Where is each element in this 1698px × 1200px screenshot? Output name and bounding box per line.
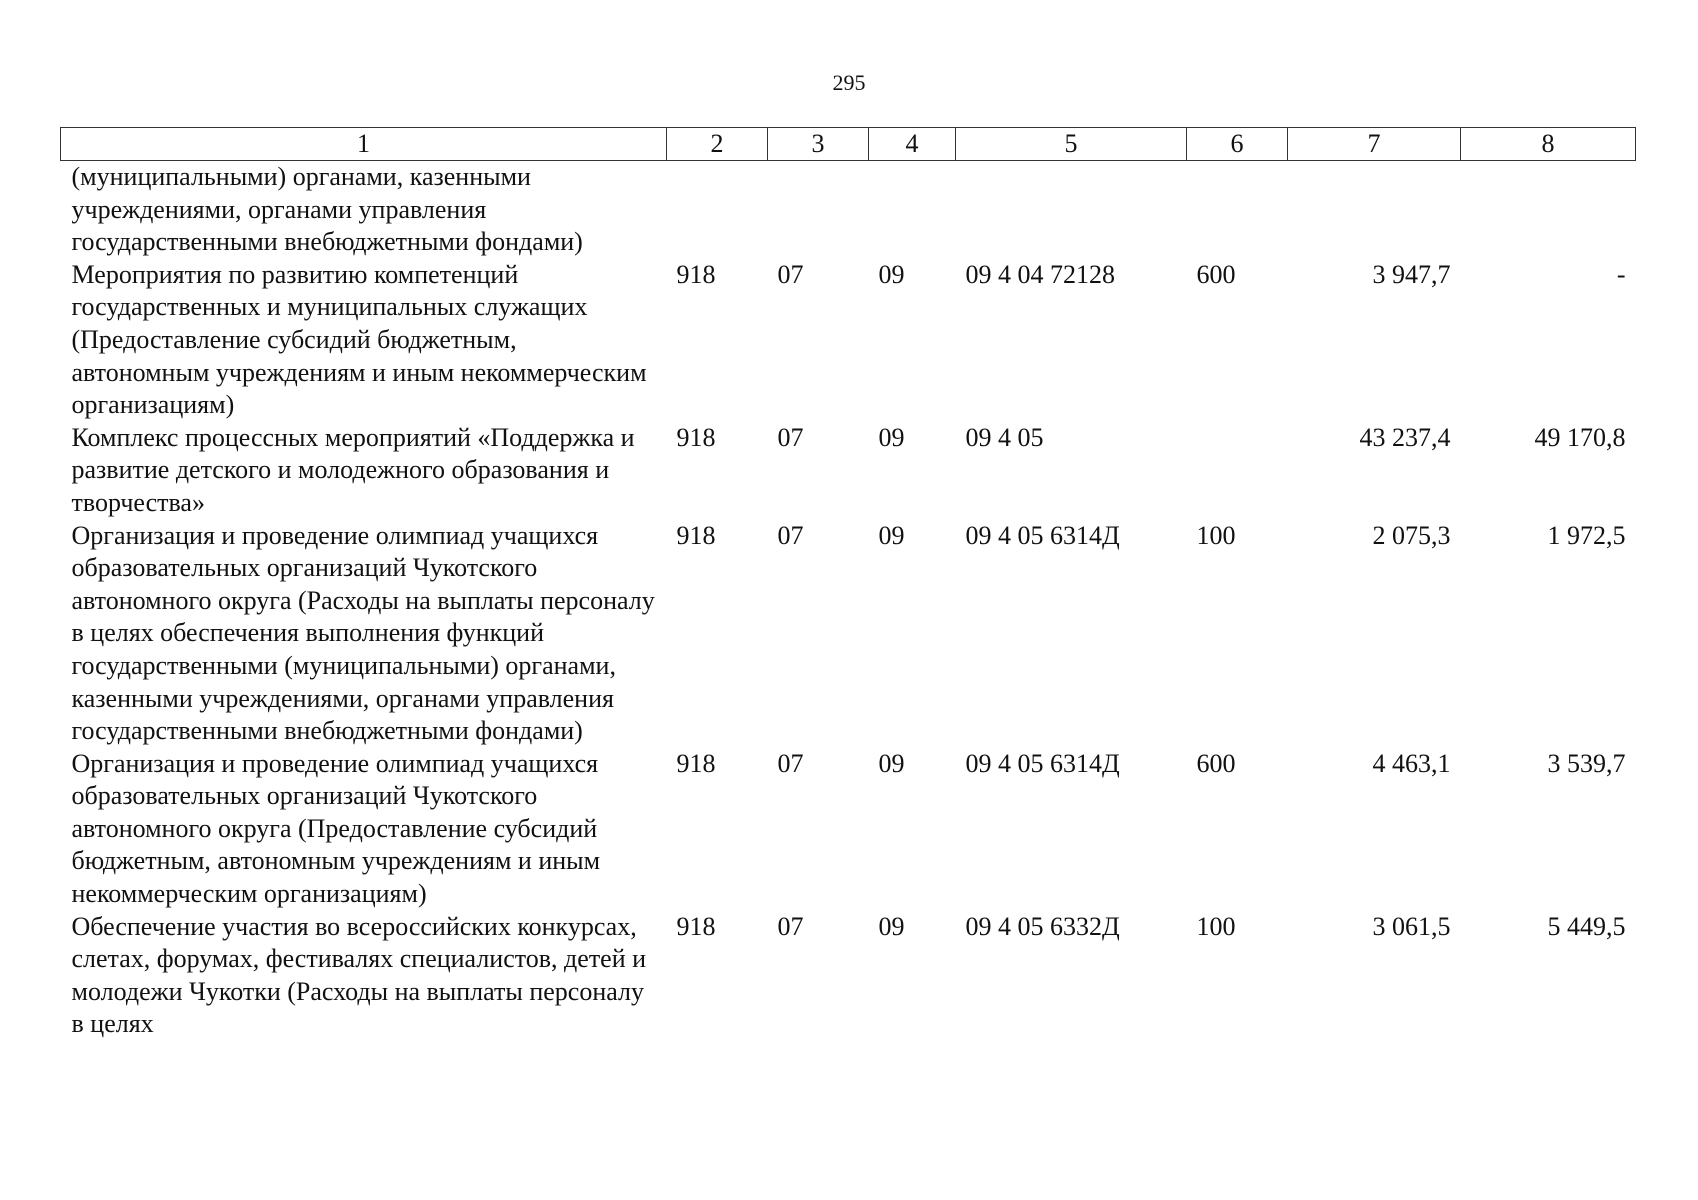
row-amount-2: - [1616, 259, 1626, 289]
row-amount-1: 3 947,7 [1372, 259, 1451, 289]
table-row [61, 520, 1636, 748]
table-header [61, 128, 1636, 161]
row-amount-2: 49 170,8 [1534, 422, 1626, 452]
row-amount-1: 2 075,3 [1372, 520, 1451, 550]
header-col-4: 4 [869, 128, 956, 161]
row-description: Обеспечение участия во всероссийских конкурсах, слетах, форумах, фестивалях специалистов, детей и молодежи Чукотки (Расходы на выплаты персоналу в целях [71, 911, 647, 1039]
row-amount-2: 5 449,5 [1547, 911, 1626, 941]
header-col-8: 8 [1461, 128, 1636, 161]
table-body [61, 161, 1636, 1042]
budget-table [60, 127, 1636, 1041]
header-col-7: 7 [1288, 128, 1461, 161]
row-amount-1: 43 237,4 [1359, 422, 1451, 452]
row-target-article: 09 4 05 6314Д [965, 520, 1120, 550]
row-admin-code: 918 [676, 422, 716, 452]
row-target-article: 09 4 05 6332Д [965, 911, 1120, 941]
row-admin-code: 918 [676, 520, 716, 550]
row-description: Мероприятия по развитию компетенций государственных и муниципальных служащих (Предоставление субсидий бюджетным, автономным учреждениям и иным некоммерческим организациям) [71, 259, 647, 420]
row-target-article: 09 4 05 [965, 422, 1044, 452]
table-row [61, 259, 1636, 422]
row-expense-type: 600 [1196, 259, 1236, 289]
row-expense-type: 100 [1196, 911, 1236, 941]
row-expense-type: 600 [1196, 748, 1236, 778]
row-amount-2: 1 972,5 [1547, 520, 1626, 550]
row-description: Организация и проведение олимпиад учащихся образовательных организаций Чукотского автономного округа (Расходы на выплаты персоналу в целях обеспечения выполнения функций государственными (муниципальными) органами, казенными учреждениями, органами управления государственными внебюджетными фондами) [71, 520, 655, 746]
row-target-article: 09 4 04 72128 [965, 259, 1115, 289]
row-amount-2 [1461, 161, 1636, 259]
row-admin-code: 918 [676, 748, 716, 778]
row-description: Комплекс процессных мероприятий «Поддержка и развитие детского и молодежного образования и творчества» [71, 422, 635, 517]
row-admin-code [667, 161, 768, 259]
page-number [0, 70, 1698, 96]
row-amount-1: 3 061,5 [1372, 911, 1451, 941]
row-subsection: 09 [878, 422, 905, 452]
table-row [61, 422, 1636, 520]
row-description: Организация и проведение олимпиад учащихся образовательных организаций Чукотского автономного округа (Предоставление субсидий бюджетным, автономным учреждениям и иным некоммерческим организациям) [71, 748, 601, 909]
row-subsection: 09 [878, 748, 905, 778]
table-row [61, 161, 1636, 259]
row-admin-code: 918 [676, 911, 716, 941]
row-amount-1: 4 463,1 [1372, 748, 1451, 778]
row-section: 07 [777, 259, 804, 289]
table-row [61, 911, 1636, 1041]
header-col-5: 5 [956, 128, 1187, 161]
row-subsection [869, 161, 956, 259]
row-amount-2: 3 539,7 [1547, 748, 1626, 778]
header-col-2: 2 [667, 128, 768, 161]
row-subsection: 09 [878, 911, 905, 941]
row-description: (муниципальными) органами, казенными учреждениями, органами управления государственными внебюджетными фондами) [71, 162, 583, 257]
page-number-text: 295 [832, 70, 866, 95]
header-col-3: 3 [768, 128, 869, 161]
header-col-1: 1 [61, 128, 667, 161]
table-row [61, 748, 1636, 911]
row-subsection: 09 [878, 259, 905, 289]
row-section [768, 161, 869, 259]
row-expense-type [1187, 422, 1288, 520]
row-section: 07 [777, 748, 804, 778]
row-target-article [956, 161, 1187, 259]
row-section: 07 [777, 520, 804, 550]
row-target-article: 09 4 05 6314Д [965, 748, 1120, 778]
row-section: 07 [777, 422, 804, 452]
row-admin-code: 918 [676, 259, 716, 289]
row-amount-1 [1288, 161, 1461, 259]
row-section: 07 [777, 911, 804, 941]
header-col-6: 6 [1187, 128, 1288, 161]
row-expense-type [1187, 161, 1288, 259]
row-subsection: 09 [878, 520, 905, 550]
header-row [61, 128, 1636, 161]
row-expense-type: 100 [1196, 520, 1236, 550]
